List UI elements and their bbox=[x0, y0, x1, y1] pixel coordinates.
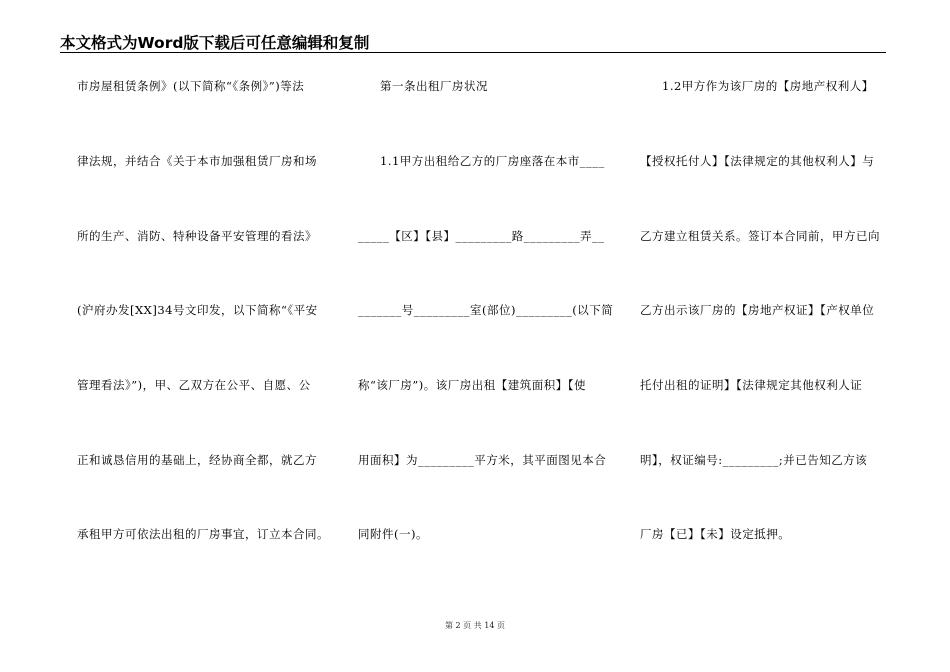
column-3-line-5: 托付出租的证明】【法律规定其他权利人证 bbox=[640, 378, 863, 392]
column-1-line-6: 正和诚恳信用的基础上，经协商全都，就乙方 bbox=[77, 453, 317, 467]
column-3-line-3: 乙方建立租赁关系。签订本合同前，甲方已向 bbox=[640, 229, 880, 243]
column-2-line-6: 用面积】为_________平方米，其平面图见本合 bbox=[358, 453, 607, 467]
column-3-line-2: 【授权托付人】【法律规定的其他权利人】与 bbox=[640, 154, 875, 168]
column-2-line-7: 同附件(一)。 bbox=[358, 527, 428, 541]
page-number-footer: 第 2 页 共 14 页 bbox=[445, 621, 505, 630]
column-3-line-7: 厂房【已】【未】设定抵押。 bbox=[640, 527, 791, 541]
column-1-line-7: 承租甲方可依法出租的厂房事宜，订立本合同。 bbox=[77, 527, 329, 541]
column-3-line-6: 明】，权证编号:_________;并已告知乙方该 bbox=[640, 453, 868, 467]
column-2-line-2: 1.1甲方出租给乙方的厂房座落在本市____ bbox=[380, 154, 605, 168]
column-3-line-4: 乙方出示该厂房的【房地产权证】【产权单位 bbox=[640, 303, 875, 317]
column-2-line-5: 称“该厂房”)。该厂房出租【建筑面积】【使 bbox=[358, 378, 586, 392]
column-2-line-3: _____【区】【县】_________路_________弄__ bbox=[358, 229, 605, 243]
column-2-line-4: _______号_________室(部位)_________(以下简 bbox=[358, 303, 614, 317]
text-column-2 bbox=[358, 0, 614, 672]
text-column-3 bbox=[640, 0, 890, 672]
column-1-line-5: 管理看法》”)，甲、乙双方在公平、自愿、公 bbox=[77, 378, 311, 392]
column-1-line-1: 市房屋租赁条例》(以下简称“《条例》”)等法 bbox=[77, 79, 305, 93]
section-heading: 第一条出租厂房状况 bbox=[380, 79, 488, 93]
column-1-line-4: (沪府办发[XX]34号文印发，以下简称“《平安 bbox=[77, 303, 318, 317]
column-1-line-2: 律法规，并结合《关于本市加强租赁厂房和场 bbox=[77, 154, 317, 168]
column-1-line-3: 所的生产、消防、特种设备平安管理的看法》 bbox=[77, 229, 317, 243]
column-3-line-1: 1.2甲方作为该厂房的【房地产权利人】 bbox=[662, 79, 874, 93]
document-header-title: 本文格式为Word版下载后可任意编辑和复制 bbox=[60, 34, 370, 52]
text-column-1 bbox=[77, 0, 327, 672]
